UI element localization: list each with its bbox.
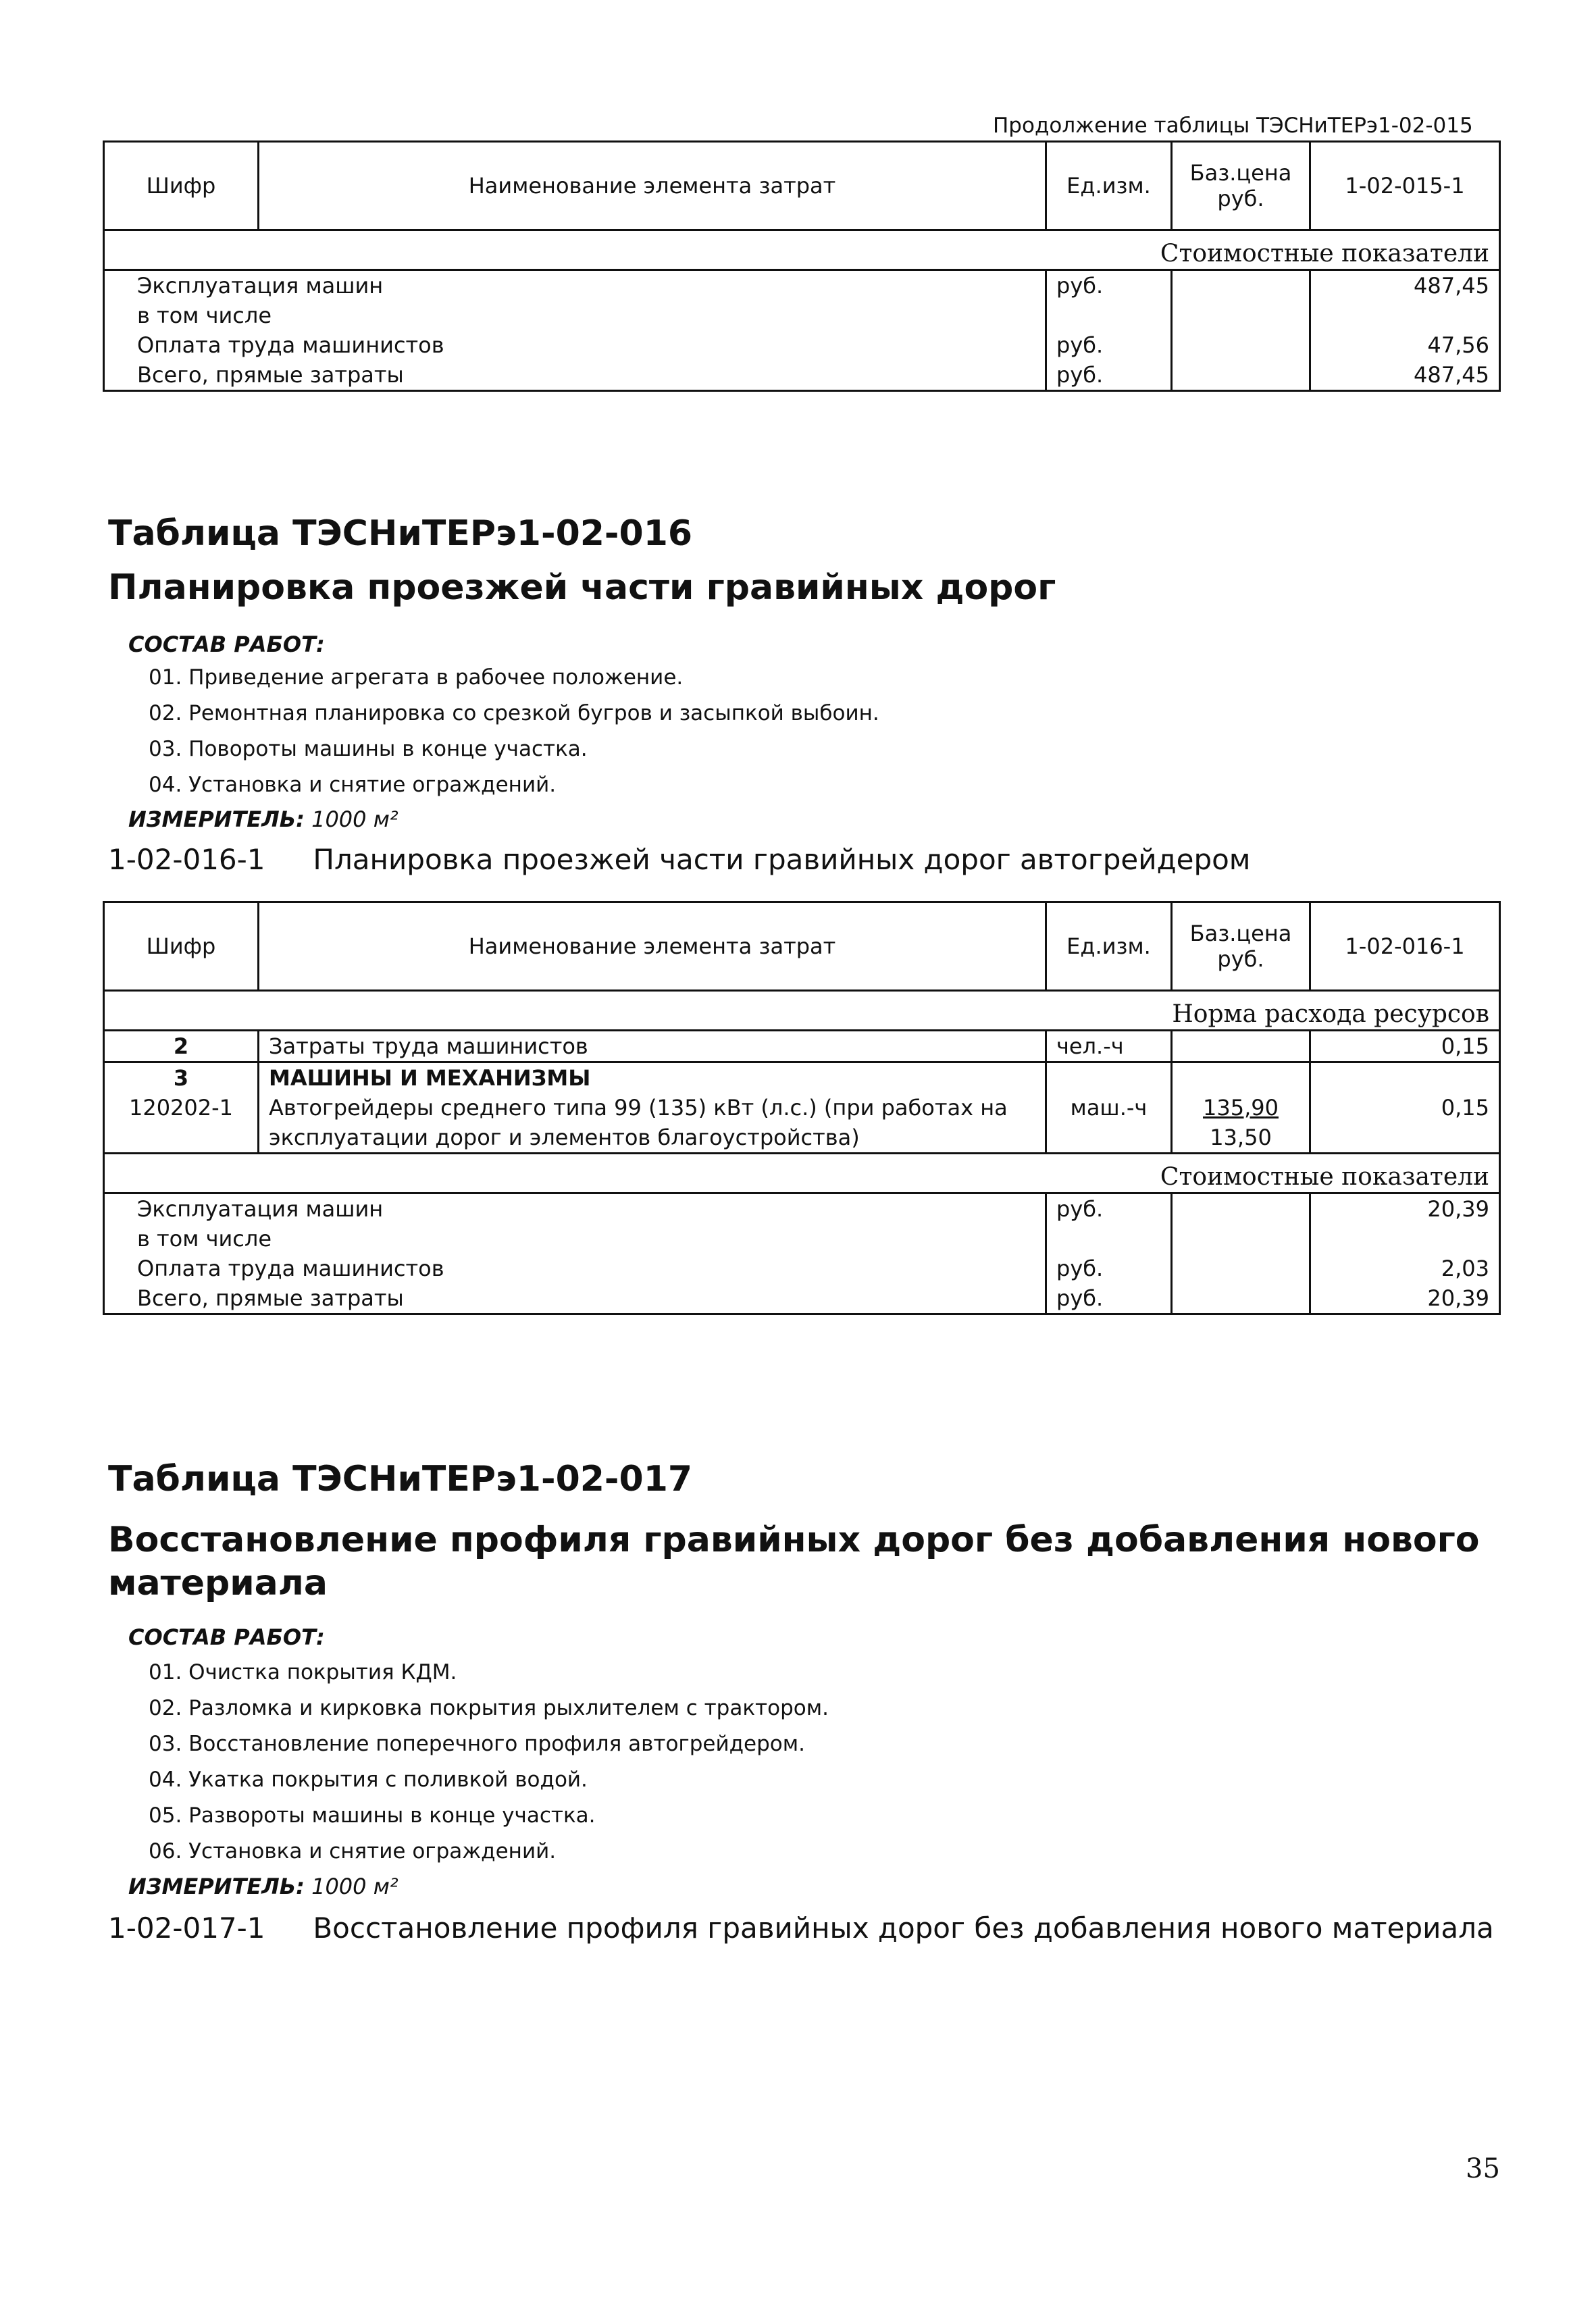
norm-code: 1-02-017-1 (108, 1911, 265, 1945)
page-number: 35 (1466, 2153, 1500, 2184)
header-code: Шифр (104, 902, 259, 991)
header-unit: Ед.изм. (1046, 902, 1172, 991)
resource-table-016 (103, 901, 1501, 1315)
cost-price (1172, 1224, 1310, 1254)
work-item: 02. Разломка и кирковка покрытия рыхлителем с трактором. (149, 1696, 829, 1720)
header-norm-code: 1-02-015-1 (1310, 142, 1500, 230)
cost-name: в том числе (104, 301, 1046, 330)
header-name: Наименование элемента затрат (259, 142, 1046, 230)
cost-price (1172, 301, 1310, 330)
works-heading-017: СОСТАВ РАБОТ: (128, 1624, 325, 1650)
cost-unit: руб. (1046, 270, 1172, 301)
table-row (104, 1193, 1500, 1225)
work-item: 01. Приведение агрегата в рабочее положение. (149, 665, 684, 690)
cost-price (1172, 270, 1310, 301)
cost-name: Эксплуатация машин (104, 270, 1046, 301)
meter-016 (128, 806, 398, 832)
resource-code: 3 (104, 1062, 259, 1094)
work-item: 03. Повороты машины в конце участка. (149, 737, 588, 761)
cost-name: Эксплуатация машин (104, 1193, 1046, 1225)
cost-unit (1046, 1224, 1172, 1254)
cost-price (1172, 1254, 1310, 1283)
resource-code: 120202-1 (104, 1093, 259, 1154)
cost-name: в том числе (104, 1224, 1046, 1254)
table-row (104, 301, 1500, 330)
meter-label: ИЗМЕРИТЕЛЬ: (128, 1874, 305, 1899)
resource-name: МАШИНЫ И МЕХАНИЗМЫ (259, 1062, 1046, 1094)
work-item: 05. Развороты машины в конце участка. (149, 1803, 596, 1828)
band-resource-norm: Норма расхода ресурсов (104, 991, 1500, 1031)
norm-line-017 (108, 1911, 1494, 1945)
work-item: 06. Установка и снятие ограждений. (149, 1839, 557, 1863)
work-item: 01. Очистка покрытия КДМ. (149, 1660, 457, 1685)
continuation-caption: Продолжение таблицы ТЭСНиТЕРэ1-02-015 (993, 113, 1473, 138)
norm-code: 1-02-016-1 (108, 843, 265, 876)
resource-price-2: 13,50 (1210, 1125, 1272, 1150)
cost-table-015 (103, 140, 1501, 392)
resource-name: Затраты труда машинистов (259, 1031, 1046, 1062)
work-item: 03. Восстановление поперечного профиля автогрейдером. (149, 1732, 805, 1756)
cost-value (1310, 301, 1500, 330)
cost-unit: руб. (1046, 330, 1172, 360)
cost-price (1172, 360, 1310, 391)
resource-unit: маш.-ч (1046, 1093, 1172, 1154)
cost-value: 47,56 (1310, 330, 1500, 360)
resource-unit: чел.-ч (1046, 1031, 1172, 1062)
cost-value: 487,45 (1310, 270, 1500, 301)
cost-name: Всего, прямые затраты (104, 360, 1046, 391)
table-row (104, 330, 1500, 360)
header-norm-code: 1-02-016-1 (1310, 902, 1500, 991)
band-cost-indicators: Стоимостные показатели (104, 1154, 1500, 1193)
norm-title: Восстановление профиля гравийных дорог без добавления нового материала (313, 1911, 1494, 1945)
header-base-price: Баз.цена руб. (1172, 142, 1310, 230)
cost-name: Всего, прямые затраты (104, 1283, 1046, 1314)
cost-name: Оплата труда машинистов (104, 1254, 1046, 1283)
header-name: Наименование элемента затрат (259, 902, 1046, 991)
header-unit: Ед.изм. (1046, 142, 1172, 230)
resource-price (1172, 1031, 1310, 1062)
section-title-017: Восстановление профиля гравийных дорог без добавления нового материала (108, 1520, 1480, 1603)
meter-value: 1000 м² (311, 1874, 398, 1899)
cost-price (1172, 330, 1310, 360)
cost-value: 20,39 (1310, 1283, 1500, 1314)
resource-price (1172, 1062, 1310, 1094)
meter-label: ИЗМЕРИТЕЛЬ: (128, 806, 305, 832)
resource-value (1310, 1062, 1500, 1094)
resource-value: 0,15 (1310, 1031, 1500, 1062)
cost-name: Оплата труда машинистов (104, 330, 1046, 360)
table-title-017: Таблица ТЭСНиТЕРэ1-02-017 (108, 1459, 693, 1499)
header-base-price: Баз.цена руб. (1172, 902, 1310, 991)
norm-line-016 (108, 843, 1251, 876)
cost-value: 487,45 (1310, 360, 1500, 391)
cost-unit: руб. (1046, 1193, 1172, 1225)
resource-value: 0,15 (1310, 1093, 1500, 1154)
meter-value: 1000 м² (311, 806, 398, 832)
table-row (104, 1093, 1500, 1154)
meter-017 (128, 1874, 398, 1899)
table-row (104, 1031, 1500, 1062)
cost-value: 20,39 (1310, 1193, 1500, 1225)
works-heading-016: СОСТАВ РАБОТ: (128, 632, 325, 657)
work-item: 02. Ремонтная планировка со срезкой бугров и засыпкой выбоин. (149, 701, 879, 725)
cost-unit (1046, 301, 1172, 330)
table-title-016: Таблица ТЭСНиТЕРэ1-02-016 (108, 513, 693, 554)
work-item: 04. Установка и снятие ограждений. (149, 773, 557, 797)
resource-price-cell (1172, 1093, 1310, 1154)
table-row (104, 270, 1500, 301)
table-row (104, 1254, 1500, 1283)
table-row (104, 360, 1500, 391)
header-code: Шифр (104, 142, 259, 230)
cost-unit: руб. (1046, 360, 1172, 391)
resource-name: Автогрейдеры среднего типа 99 (135) кВт (л.с.) (при работах на эксплуатации дорог и элементов благоустройства) (259, 1093, 1046, 1154)
cost-price (1172, 1283, 1310, 1314)
resource-price: 135,90 (1203, 1095, 1279, 1121)
band-cost-indicators: Стоимостные показатели (104, 230, 1500, 270)
section-title-016: Планировка проезжей части гравийных дорог (108, 567, 1056, 608)
table-row (104, 1224, 1500, 1254)
resource-unit (1046, 1062, 1172, 1094)
table-row (104, 1283, 1500, 1314)
cost-value (1310, 1224, 1500, 1254)
cost-unit: руб. (1046, 1254, 1172, 1283)
cost-unit: руб. (1046, 1283, 1172, 1314)
cost-value: 2,03 (1310, 1254, 1500, 1283)
cost-price (1172, 1193, 1310, 1225)
table-row (104, 1062, 1500, 1094)
work-item: 04. Укатка покрытия с поливкой водой. (149, 1768, 588, 1792)
norm-title: Планировка проезжей части гравийных дорог автогрейдером (313, 843, 1251, 876)
resource-code: 2 (104, 1031, 259, 1062)
